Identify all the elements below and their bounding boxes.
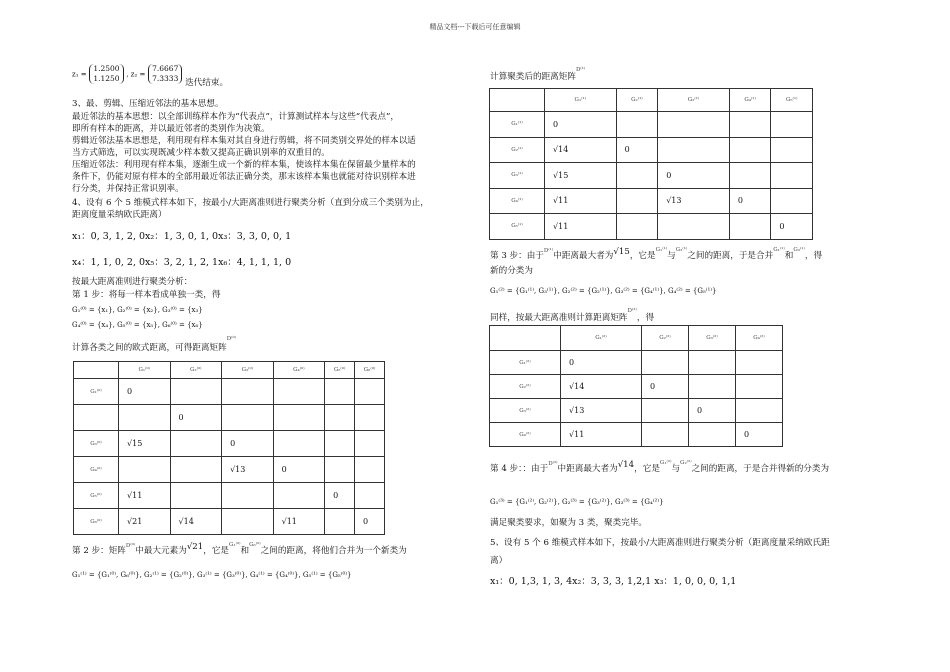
step-text: 之间的距离，于是合并得新的分类为 [691, 464, 830, 474]
samples-line-1: x₁：0, 3, 1, 2, 0x₂：1, 3, 0, 1, 0x₃：3, 3, 0, 0, 1 [72, 231, 292, 242]
table-cell [735, 375, 782, 399]
page-header: 精品文档---下载后可任意编辑 [429, 23, 521, 31]
table-cell: √21 [119, 509, 171, 535]
step-4 [490, 460, 830, 476]
z2-label: , z₂ = [126, 70, 146, 79]
table-row [74, 379, 385, 405]
table-cell [729, 163, 771, 189]
table-cell [735, 351, 782, 375]
step-text: 与 [671, 464, 681, 474]
table-cell [355, 431, 385, 457]
class-symbol: G₃⁽¹⁾ [793, 247, 805, 253]
matrix-symbol: D⁽¹⁾ [575, 67, 586, 73]
table-row [74, 431, 385, 457]
paragraph-line: 离） [490, 556, 508, 566]
table-cell: 0 [170, 405, 222, 431]
step-2 [72, 542, 407, 558]
row-header: G₁⁽²⁾ [490, 351, 561, 375]
max-value: √15 [613, 247, 630, 257]
table-cell: 0 [771, 214, 813, 240]
column-header: G₃⁽²⁾ [688, 326, 735, 351]
question-3: 3、最、剪辑、压缩近邻法的基本思想。 [72, 99, 224, 109]
table-row [490, 188, 813, 214]
row-header: G₄⁽²⁾ [490, 423, 561, 447]
table-cell [273, 379, 325, 405]
table-cell [273, 483, 325, 509]
table-cell [170, 457, 222, 483]
table-row [490, 423, 783, 447]
step-text: 和 [240, 546, 250, 556]
iteration-end: 迭代结束。 [185, 77, 229, 88]
table-cell: √15 [119, 431, 171, 457]
table-cell [771, 188, 813, 214]
row-header: G₆⁽⁰⁾ [74, 509, 119, 535]
table-cell [616, 188, 658, 214]
paragraph-line: 即所有样本的距离，并以最近邻者的类别作为决策。 [72, 124, 270, 134]
table-cell: 0 [641, 375, 688, 399]
step-text: ，它是 [629, 251, 656, 261]
step-text: 和 [784, 251, 794, 261]
new-classes-2: G₁⁽²⁾ = {G₁⁽¹⁾, G₃⁽¹⁾}, G₂⁽²⁾ = {G₂⁽¹⁾}, G₃⁽²⁾ = {G₄⁽¹⁾}, G₄⁽²⁾ = {G₅⁽¹⁾} [490, 287, 717, 295]
step-text: 第 3 步：由于 [490, 251, 544, 261]
table-cell [729, 214, 771, 240]
class-symbol: G₁⁽²⁾ [659, 460, 672, 466]
column-header: G₂⁽¹⁾ [616, 89, 658, 112]
samples-line-3: x₁：0, 1,3, 1, 3, 4x₂：3, 3, 3, 1,2,1 x₃：1, 0, 0, 0, 1,1 [490, 576, 737, 587]
table-cell [325, 431, 355, 457]
table-row [74, 405, 385, 431]
table-cell: √11 [119, 483, 171, 509]
column-header: G₆⁽⁰⁾ [355, 362, 385, 379]
table-cell [771, 112, 813, 138]
table-cell [325, 509, 355, 535]
row-header: G₁⁽¹⁾ [490, 112, 545, 138]
matrix-symbol: D⁽⁰⁾ [125, 543, 136, 549]
distance-matrix-d1 [489, 88, 813, 240]
step-text: 之间的距离，将他们合并为一个新类为 [260, 546, 407, 556]
table-cell: √14 [545, 137, 617, 163]
z1-vector [89, 64, 123, 84]
step-text: ，它是 [203, 546, 230, 556]
matrix-symbol: D⁽²⁾ [627, 308, 637, 314]
table-cell [355, 379, 385, 405]
paragraph-line: 按最大距离准则进行聚类分析： [72, 277, 193, 287]
table-cell [641, 351, 688, 375]
z1-top: 1.2500 [93, 64, 120, 73]
class-symbol: G₃⁽¹⁾ [675, 247, 688, 253]
clustering-done: 满足聚类要求，如聚为 3 类，聚类完毕。 [490, 518, 648, 528]
table-cell [119, 457, 171, 483]
table-cell [273, 405, 325, 431]
table-cell [735, 399, 782, 423]
table-cell: √14 [170, 509, 222, 535]
table-cell: 0 [561, 351, 642, 375]
column-header: G₅⁽¹⁾ [771, 89, 813, 112]
table-cell [729, 137, 771, 163]
table-cell [222, 379, 274, 405]
matrix-symbol: D⁽¹⁾ [543, 248, 554, 254]
matrix-symbol: D⁽²⁾ [548, 461, 558, 467]
step-text: 中距离最大者为 [553, 251, 614, 261]
table-cell: 0 [735, 423, 782, 447]
column-header: G₂⁽⁰⁾ [170, 362, 222, 379]
table-row [74, 509, 385, 535]
initial-classes-1: G₁⁽⁰⁾ = {x₁}, G₂⁽⁰⁾ = {x₂}, G₃⁽⁰⁾ = {x₃} [72, 306, 203, 314]
question-4: 4、设有 6 个 5 维模式样本如下，按最小/大距离准则进行聚类分析（直到分成三个类别为止， [72, 198, 429, 208]
table-cell [771, 137, 813, 163]
step-1: 第 1 步：将每一样本看成单独一类，得 [72, 290, 221, 300]
row-header: G₅⁽¹⁾ [490, 214, 545, 240]
max-value: √21 [186, 542, 204, 552]
table-row [490, 214, 813, 240]
step-3 [490, 247, 823, 263]
table-cell: √13 [658, 188, 730, 214]
samples-line-2: x₄：1, 1, 0, 2, 0x₅：3, 2, 1, 2, 1x₆：4, 1, 1, 1, 0 [72, 257, 292, 268]
table-cell [641, 423, 688, 447]
column-header: G₃⁽¹⁾ [658, 89, 730, 112]
column-header: G₄⁽²⁾ [735, 326, 782, 351]
table-row [74, 483, 385, 509]
table-cell [355, 483, 385, 509]
table-cell: 0 [325, 483, 355, 509]
table-cell: √13 [561, 399, 642, 423]
z-equation [72, 64, 229, 88]
table-cell [355, 457, 385, 483]
step-text: 与 [667, 251, 676, 261]
initial-classes-2: G₄⁽⁰⁾ = {x₄}, G₅⁽⁰⁾ = {x₅}, G₆⁽⁰⁾ = {x₆} [72, 321, 203, 329]
class-symbol: G₂⁽²⁾ [680, 460, 692, 466]
table-cell [273, 431, 325, 457]
paragraph-line: 行分类，并保持正常识别率。 [72, 184, 184, 194]
table-cell: 0 [545, 112, 617, 138]
class-symbol: G₁⁽¹⁾ [773, 247, 785, 253]
distance-matrix-caption [72, 336, 237, 355]
paragraph-line: 最近邻法的基本思想：以全部训练样本作为“代表点”，计算测试样本与这些“代表点”， [72, 112, 399, 122]
table-cell: 0 [119, 379, 171, 405]
z1-bottom: 1.1250 [93, 74, 120, 83]
table-cell [658, 214, 730, 240]
table-cell: √13 [222, 457, 274, 483]
table-cell: 0 [688, 399, 735, 423]
step-3-continued: 新的分类为 [490, 266, 533, 276]
table-cell: 0 [273, 457, 325, 483]
column-header [490, 326, 561, 351]
column-header: G₁⁽²⁾ [561, 326, 642, 351]
table-cell: √14 [561, 375, 642, 399]
row-header: G₃⁽²⁾ [490, 399, 561, 423]
z2-bottom: 7.3333 [152, 74, 179, 83]
row-header: G₂⁽²⁾ [490, 375, 561, 399]
column-header: G₄⁽¹⁾ [729, 89, 771, 112]
paragraph-line: 距离度量采纳欧氏距离） [72, 210, 167, 220]
table-cell [325, 457, 355, 483]
class-symbol: G₆⁽⁰⁾ [249, 542, 261, 548]
table-row [74, 457, 385, 483]
z2-vector [148, 64, 182, 84]
table-cell [771, 163, 813, 189]
distance-matrix-caption [490, 308, 655, 325]
table-cell [355, 405, 385, 431]
table-cell [616, 214, 658, 240]
row-header: G₄⁽⁰⁾ [74, 457, 119, 483]
table-cell [170, 483, 222, 509]
row-header: G₂⁽¹⁾ [490, 137, 545, 163]
paragraph-line: 压缩近邻法：利用现有样本集，逐渐生成一个新的样本集，使该样本集在保留最少量样本的 [72, 160, 416, 170]
column-header [74, 362, 119, 379]
table-cell [170, 431, 222, 457]
table-cell [170, 379, 222, 405]
step-text: 之间的距离，于是合并 [687, 251, 774, 261]
step-text: ，它是 [634, 464, 660, 474]
table-cell: √11 [545, 214, 617, 240]
caption-text: 计算聚类后的距离矩阵 [490, 72, 576, 82]
table-cell [729, 112, 771, 138]
row-header: G₅⁽⁰⁾ [74, 483, 119, 509]
table-cell [688, 351, 735, 375]
table-cell: √11 [273, 509, 325, 535]
z1-label: z₁ = [72, 70, 87, 79]
column-header: G₃⁽⁰⁾ [222, 362, 274, 379]
paragraph-line: 条件下，仍能对原有样本的全部用最近邻法正确分类，那末该样本集也就能对待识别样本进 [72, 172, 416, 182]
row-header: G₃⁽¹⁾ [490, 163, 545, 189]
table-cell [658, 137, 730, 163]
table-cell: 0 [616, 137, 658, 163]
class-symbol: G₁⁽⁰⁾ [229, 542, 241, 548]
table-cell: √11 [561, 423, 642, 447]
column-header: G₂⁽²⁾ [641, 326, 688, 351]
table-row [490, 399, 783, 423]
table-cell [119, 405, 171, 431]
table-row [490, 112, 813, 138]
matrix-symbol: D⁽⁰⁾ [226, 336, 237, 342]
distance-matrix-d0 [73, 361, 385, 535]
table-cell [641, 399, 688, 423]
new-classes-1: G₁⁽¹⁾ = {G₁⁽⁰⁾, G₆⁽⁰⁾}, G₂⁽¹⁾ = {G₂⁽⁰⁾}, G₃⁽¹⁾ = {G₃⁽⁰⁾}, G₄⁽¹⁾ = {G₄⁽⁰⁾}, G₅⁽¹⁾ = {G₅⁽⁰⁾} [72, 571, 352, 579]
paragraph-line: 当方式筛选，可以实现既减少样本数又提高正确识别率的双重目的。 [72, 148, 330, 158]
row-header: G₃⁽⁰⁾ [74, 431, 119, 457]
step-text: 中距离最大者为 [557, 464, 618, 474]
max-value: √14 [617, 460, 635, 470]
table-cell [616, 112, 658, 138]
table-cell: 0 [222, 431, 274, 457]
table-cell [222, 509, 274, 535]
column-header [490, 89, 545, 112]
table-cell: √11 [545, 188, 617, 214]
table-cell: 0 [658, 163, 730, 189]
step-text: ，得 [804, 251, 823, 261]
final-classes: G₁⁽³⁾ = {G₁⁽²⁾, G₂⁽²⁾}, G₂⁽³⁾ = {G₃⁽²⁾}, G₃⁽³⁾ = {G₄⁽²⁾} [490, 498, 664, 506]
paragraph-line: 剪辑近邻法基本思想是，利用现有样本集对其自身进行剪辑，将不同类别交界处的样本以适 [72, 136, 416, 146]
table-cell [222, 405, 274, 431]
caption-text: 计算各类之间的欧式距离，可得距离矩阵 [72, 343, 227, 353]
row-header: G₁⁽⁰⁾ [74, 379, 119, 405]
table-cell [222, 483, 274, 509]
step-text: 中最大元素为 [135, 546, 187, 556]
table-cell: 0 [729, 188, 771, 214]
table-cell [325, 379, 355, 405]
table-cell: 0 [355, 509, 385, 535]
distance-matrix-d2 [489, 325, 783, 447]
table-cell [688, 423, 735, 447]
table-row [490, 163, 813, 189]
row-header: G₄⁽¹⁾ [490, 188, 545, 214]
table-row [490, 351, 783, 375]
distance-matrix-caption [490, 67, 586, 84]
row-header [74, 405, 119, 431]
z2-top: 7.6667 [152, 64, 179, 73]
table-row [490, 375, 783, 399]
step-text: 第 2 步：矩阵 [72, 546, 126, 556]
caption-text: 同样，按最大距离准则计算距离矩阵 [490, 313, 628, 323]
table-cell [325, 405, 355, 431]
table-cell [688, 375, 735, 399]
question-5: 5、设有 5 个 6 维模式样本如下，按最小/大距离准则进行聚类分析（距离度量采纳欧氏距 [490, 538, 830, 548]
step-text: 第 4 步：：由于 [490, 464, 549, 474]
column-header: G₅⁽⁰⁾ [325, 362, 355, 379]
column-header: G₁⁽⁰⁾ [119, 362, 171, 379]
table-cell [616, 163, 658, 189]
caption-text: ，得 [636, 313, 655, 323]
table-row [490, 137, 813, 163]
column-header: G₁⁽¹⁾ [545, 89, 617, 112]
table-cell [658, 112, 730, 138]
table-cell: √15 [545, 163, 617, 189]
class-symbol: G₁⁽¹⁾ [655, 247, 668, 253]
column-header: G₄⁽⁰⁾ [273, 362, 325, 379]
